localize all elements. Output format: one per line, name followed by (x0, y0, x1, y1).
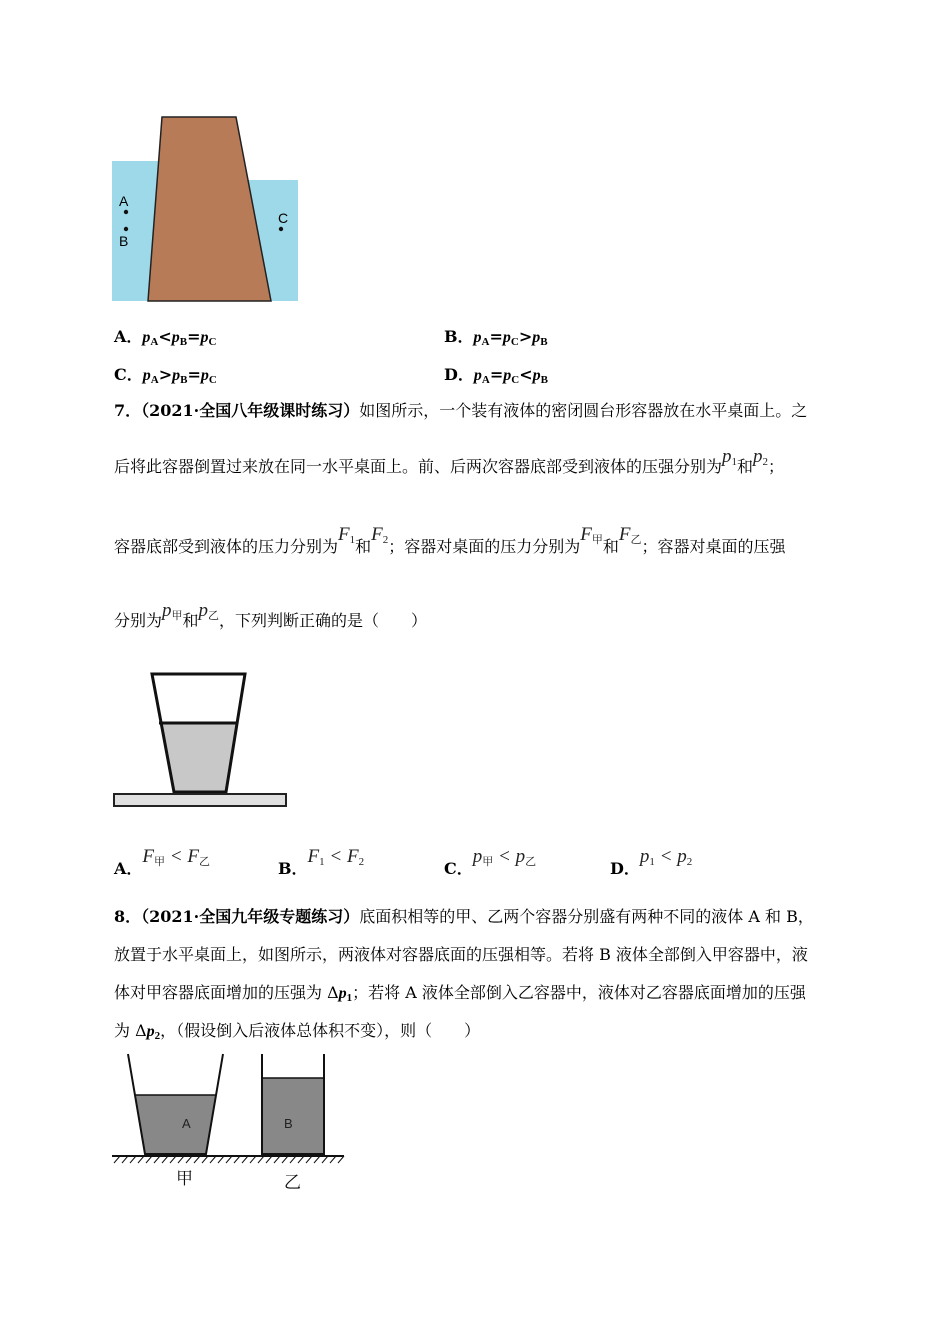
q8-liquid-a (135, 1095, 216, 1154)
q7-option-d[interactable]: D．$p_1 < p_2$ (610, 846, 693, 878)
hatch-line (186, 1156, 192, 1163)
q7-line-3: 容器底部受到液体的压力分别为$F_1$和$F_2$；容器对桌面的压力分别为$F_甲$和$F_乙$；容器对桌面的压强 (114, 524, 786, 556)
hatch-line (242, 1156, 248, 1163)
hatch-line (114, 1156, 120, 1163)
hatch-line (234, 1156, 240, 1163)
q8-container-yi-label: 乙 (284, 1173, 301, 1192)
hatch-line (322, 1156, 328, 1163)
hatch-line (266, 1156, 272, 1163)
hatch-line (226, 1156, 232, 1163)
q6-option-d[interactable]: D．$p_A=p_C<p_B$ (444, 365, 548, 386)
hatch-line (138, 1156, 144, 1163)
point-c-dot (279, 227, 283, 231)
dam-body (148, 117, 271, 301)
q7-table (114, 794, 286, 806)
hatch-line (170, 1156, 176, 1163)
q7-option-c[interactable]: C．$p_甲 < p_乙$ (444, 846, 537, 878)
hatch-line (122, 1156, 128, 1163)
q7-line-2: 后将此容器倒置过来放在同一水平桌面上。前、后两次容器底部受到液体的压强分别为$p_1$和$p_2$； (114, 446, 785, 476)
dam-figure (112, 115, 298, 305)
hatch-line (298, 1156, 304, 1163)
hatch-line (178, 1156, 184, 1163)
q8-container-jia-label: 甲 (176, 1169, 193, 1188)
q8-liquid-b-label: B (284, 1116, 293, 1131)
q8-line-2: 放置于水平桌面上，如图所示，两液体对容器底面的压强相等。若将 B 液体全部倒入甲容器中，液 (114, 945, 808, 964)
hatch-line (210, 1156, 216, 1163)
hatch-line (290, 1156, 296, 1163)
q6-option-a[interactable]: A．$p_A<p_B=p_C$ (114, 327, 217, 348)
q7-line-4: 分别为$p_甲$和$p_乙$，下列判断正确的是（ ） (114, 600, 428, 630)
q8-containers-figure (112, 1050, 346, 1192)
q8-line-1: 8．（2021·全国九年级专题练习）底面积相等的甲、乙两个容器分别盛有两种不同的液体 A 和 B， (114, 907, 814, 926)
point-b-dot (124, 227, 128, 231)
hatch-line (202, 1156, 208, 1163)
q6-option-b[interactable]: B．$p_A=p_C>p_B$ (444, 327, 548, 348)
hatch-line (250, 1156, 256, 1163)
hatch-line (330, 1156, 336, 1163)
hatch-line (338, 1156, 344, 1163)
point-a-label: A (119, 193, 129, 209)
hatch-line (218, 1156, 224, 1163)
hatch-line (162, 1156, 168, 1163)
hatch-line (274, 1156, 280, 1163)
hatch-line (194, 1156, 200, 1163)
q8-line-4: 为 $\Delta p_2$，（假设倒入后液体总体积不变），则（ ） (114, 1021, 481, 1042)
q7-option-b[interactable]: B．$F_1 < F_2$ (278, 846, 365, 878)
q7-container-figure (112, 670, 288, 810)
hatch-line (282, 1156, 288, 1163)
point-a-dot (124, 210, 128, 214)
q7-option-a[interactable]: A．$F_甲 < F_乙$ (114, 846, 210, 878)
q8-liquid-b (262, 1078, 324, 1154)
hatch-line (130, 1156, 136, 1163)
point-c-label: C (278, 210, 289, 226)
q8-liquid-a-label: A (182, 1116, 191, 1131)
hatch-line (306, 1156, 312, 1163)
point-b-label: B (119, 233, 129, 249)
q8-line-3: 体对甲容器底面增加的压强为 $\Delta p_1$；若将 A 液体全部倒入乙容器中，液体对乙容器底面增加的压强 (114, 983, 806, 1004)
q8-ground-hatching (114, 1156, 344, 1163)
hatch-line (154, 1156, 160, 1163)
hatch-line (258, 1156, 264, 1163)
q6-option-c[interactable]: C．$p_A>p_B=p_C$ (114, 365, 217, 386)
q7-line-1: 7．（2021·全国八年级课时练习）如图所示，一个装有液体的密闭圆台形容器放在水平桌面上。之 (114, 401, 808, 420)
hatch-line (314, 1156, 320, 1163)
hatch-line (146, 1156, 152, 1163)
